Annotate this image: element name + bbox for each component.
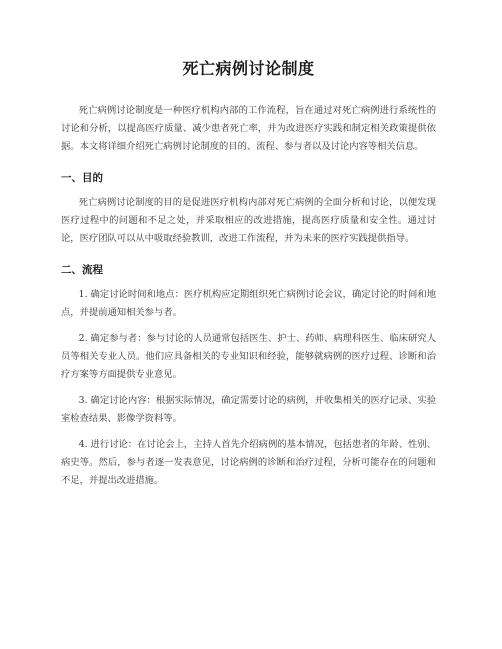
section-heading-process: 二、流程: [61, 264, 103, 276]
purpose-paragraph: 死亡病例讨论制度的目的是促进医疗机构内部对死亡病例的全面分析和讨论，以便发现医疗过程中的问题和不足之处，并采取相应的改进措施，提高医疗质量和安全性。通过讨论，医疗团队可以从中吸取经验教训，改进工作流程，并为未来的医疗实践提供指导。: [61, 197, 436, 244]
section-heading-purpose: 一、目的: [61, 172, 103, 184]
intro-paragraph: 死亡病例讨论制度是一种医疗机构内部的工作流程，旨在通过对死亡病例进行系统性的讨论和分析，以提高医疗质量、减少患者死亡率，并为改进医疗实践和制定相关政策提供依据。本文将详细介绍死亡病例讨论制度的目的、流程、参与者以及讨论内容等相关信息。: [61, 105, 436, 152]
process-step-4: 4. 进行讨论：在讨论会上，主持人首先介绍病例的基本情况，包括患者的年龄、性别、病史等。然后，参与者逐一发表意见，讨论病例的诊断和治疗过程，分析可能存在的问题和不足，并提出改进措施。: [61, 439, 436, 486]
document-title: 死亡病例讨论制度: [182, 59, 315, 78]
process-step-1: 1. 确定讨论时间和地点：医疗机构应定期组织死亡病例讨论会议，确定讨论的时间和地点，并提前通知相关参与者。: [61, 289, 436, 318]
process-step-2: 2. 确定参与者：参与讨论的人员通常包括医生、护士、药师、病理科医生、临床研究人员等相关专业人员。他们应具备相关的专业知识和经验，能够就病例的医疗过程、诊断和治疗方案等方面提供专业意见。: [61, 333, 436, 380]
process-step-3: 3. 确定讨论内容：根据实际情况，确定需要讨论的病例，并收集相关的医疗记录、实验室检查结果、影像学资料等。: [61, 395, 436, 424]
